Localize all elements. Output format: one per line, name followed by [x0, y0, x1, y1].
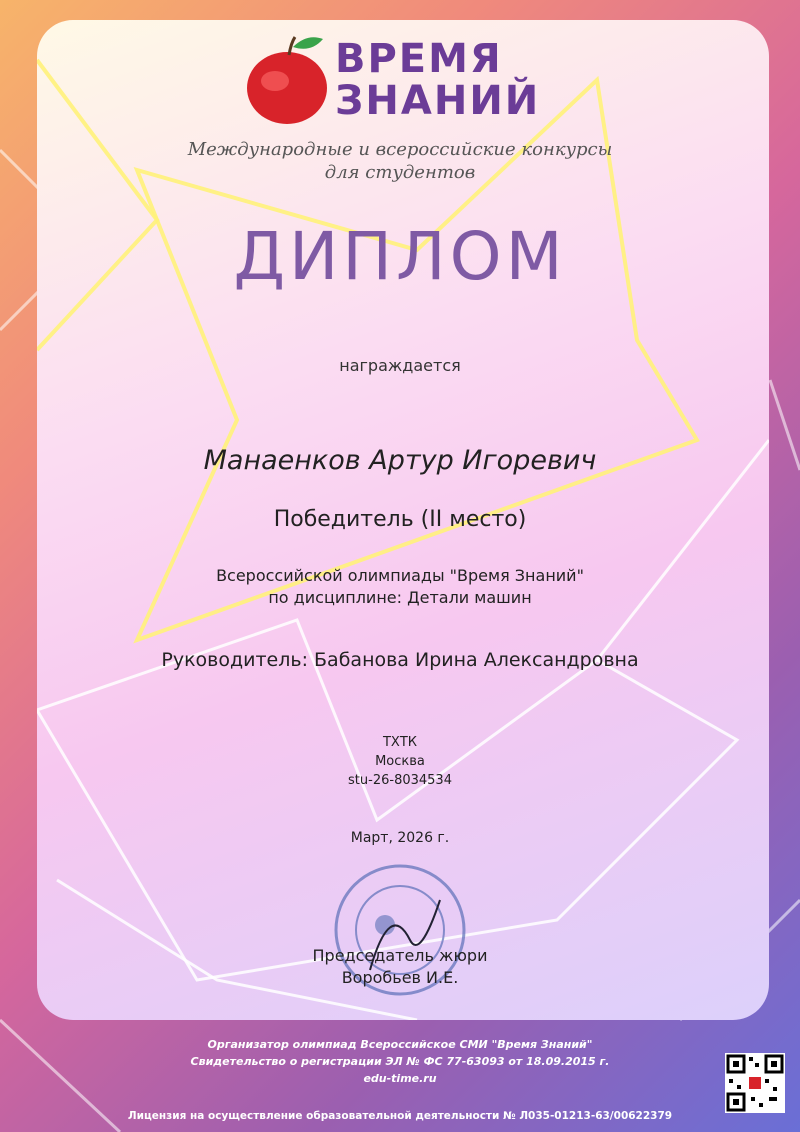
footer-line2: Свидетельство о регистрации ЭЛ № ФС 77-63093 от 18.09.2015 г.: [190, 1055, 610, 1068]
olympiad-line1: Всероссийской олимпиады "Время Знаний": [216, 566, 584, 585]
organization-line3: stu-26-8034534: [348, 773, 452, 788]
olympiad-info: [0, 565, 800, 609]
organization-line1: ТХТК: [382, 735, 418, 750]
date-text: Март, 2026 г.: [350, 830, 450, 846]
place-text: Победитель (II место): [273, 507, 527, 532]
subtitle: [0, 138, 800, 184]
footer: [0, 1036, 800, 1087]
chairman-line2: Воробьев И.Е.: [341, 968, 459, 987]
subtitle-line1: Международные и всероссийские конкурсы: [187, 139, 613, 160]
recipient-name: Манаенков Артур Игоревич: [203, 445, 597, 476]
awarded-label: награждается: [339, 356, 461, 375]
chairman: [300, 945, 500, 989]
license-text: Лицензия на осуществление образовательной деятельности № Л035-01213-63/00622379: [127, 1110, 673, 1122]
apple-icon: [247, 37, 327, 124]
chairman-line1: Председатель жюри: [312, 946, 488, 965]
footer-line1: Организатор олимпиад Всероссийское СМИ "Время Знаний": [207, 1038, 593, 1051]
leader-text: Руководитель: Бабанова Ирина Александровна: [161, 649, 639, 671]
organization-line2: Москва: [375, 754, 425, 769]
footer-line3: edu-time.ru: [363, 1072, 437, 1085]
qr-code: [725, 1053, 785, 1113]
page-title: ДИПЛОМ: [233, 218, 567, 295]
logo-line2: ЗНАНИЙ: [335, 78, 541, 124]
organization-info: [0, 733, 800, 790]
subtitle-line2: для студентов: [324, 162, 476, 183]
olympiad-line2: по дисциплине: Детали машин: [268, 588, 532, 607]
logo-text: [335, 38, 555, 122]
logo-line1: ВРЕМЯ: [335, 36, 503, 82]
